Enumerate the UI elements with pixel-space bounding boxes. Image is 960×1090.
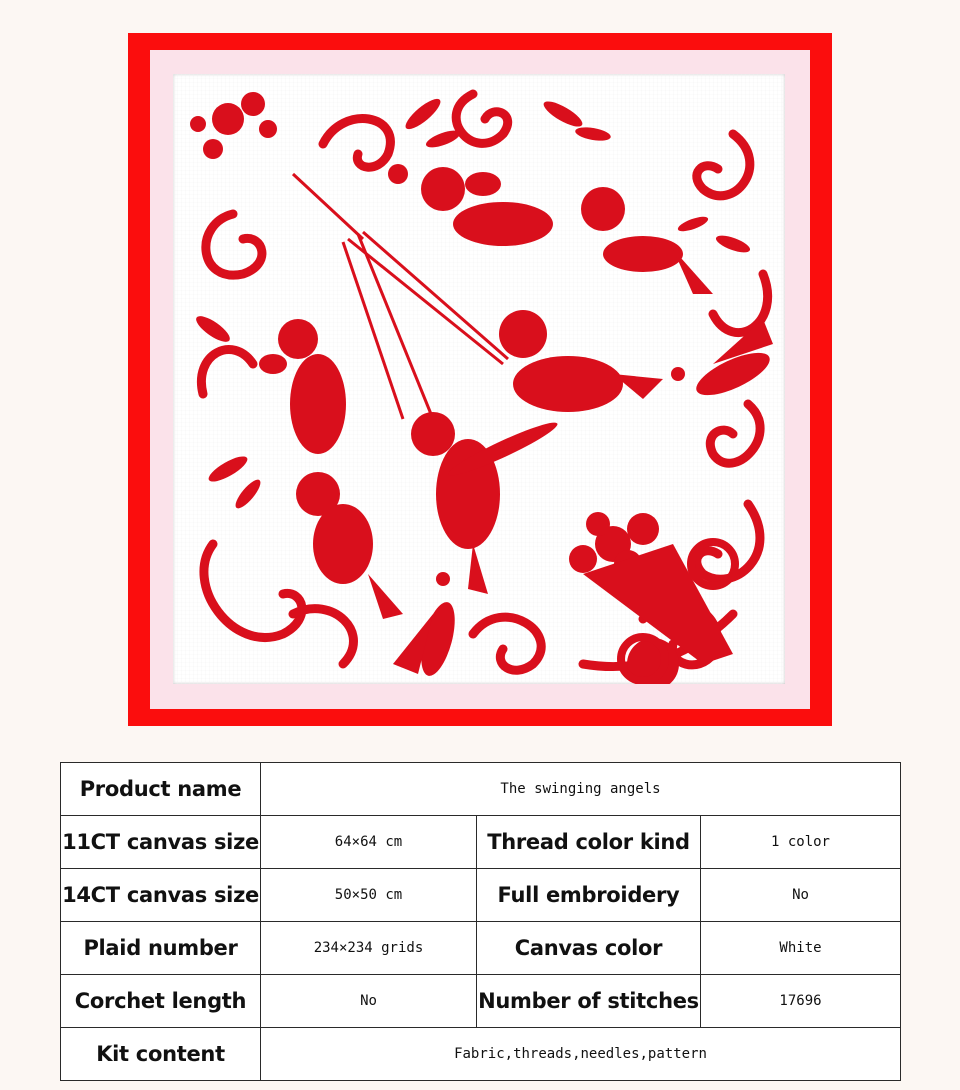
ct14-canvas-size-value: 50×50 cm bbox=[261, 869, 477, 922]
thread-color-kind-label: Thread color kind bbox=[477, 816, 701, 869]
table-row bbox=[61, 763, 901, 816]
cross-stitch-artwork bbox=[173, 74, 785, 684]
ct11-canvas-size-label: 11CT canvas size bbox=[61, 816, 261, 869]
kit-content-value: Fabric,threads,needles,pattern bbox=[261, 1028, 901, 1081]
plaid-number-label: Plaid number bbox=[61, 922, 261, 975]
table-row bbox=[61, 816, 901, 869]
table-row bbox=[61, 869, 901, 922]
swinging-angels-pattern-icon bbox=[173, 74, 785, 684]
corchet-length-label: Corchet length bbox=[61, 975, 261, 1028]
ct14-canvas-size-label: 14CT canvas size bbox=[61, 869, 261, 922]
full-embroidery-label: Full embroidery bbox=[477, 869, 701, 922]
product-name-value: The swinging angels bbox=[261, 763, 901, 816]
number-of-stitches-value: 17696 bbox=[701, 975, 901, 1028]
table-row bbox=[61, 1028, 901, 1081]
picture-frame bbox=[128, 33, 832, 726]
table-row bbox=[61, 922, 901, 975]
thread-color-kind-value: 1 color bbox=[701, 816, 901, 869]
canvas-color-value: White bbox=[701, 922, 901, 975]
canvas-color-label: Canvas color bbox=[477, 922, 701, 975]
picture-mat bbox=[150, 50, 810, 709]
number-of-stitches-label: Number of stitches bbox=[477, 975, 701, 1028]
product-spec-table bbox=[60, 762, 901, 1081]
ct11-canvas-size-value: 64×64 cm bbox=[261, 816, 477, 869]
kit-content-label: Kit content bbox=[61, 1028, 261, 1081]
plaid-number-value: 234×234 grids bbox=[261, 922, 477, 975]
product-name-label: Product name bbox=[61, 763, 261, 816]
full-embroidery-value: No bbox=[701, 869, 901, 922]
corchet-length-value: No bbox=[261, 975, 477, 1028]
table-row bbox=[61, 975, 901, 1028]
